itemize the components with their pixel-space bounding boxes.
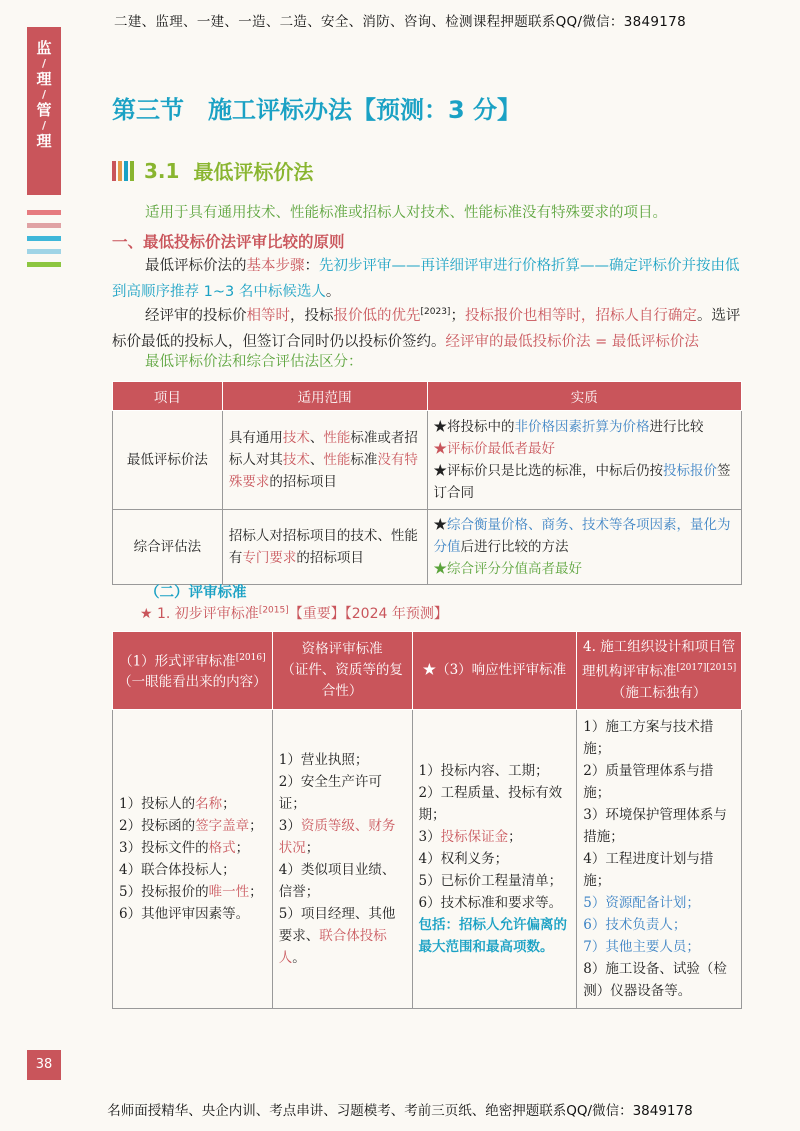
table-header-row	[113, 382, 742, 411]
side-tab-char: 管	[36, 101, 52, 119]
side-tab-char: 理	[36, 132, 52, 150]
bars-icon	[112, 161, 136, 181]
paragraph-steps: 最低评标价法的基本步骤：先初步评审——再详细评审进行价格折算——确定评标价并按由低到高顺序推荐 1~3 名中标候选人。	[112, 258, 740, 300]
page-header: 二建、监理、一建、一造、二造、安全、消防、咨询、检测课程押题联系QQ/微信：3849178	[114, 14, 686, 30]
criteria-table	[112, 631, 742, 1009]
paragraph-rule: 经评审的投标价相等时，投标报价低的优先[2023]；投标报价也相等时，招标人自行确定。选评标价最低的投标人，但签订合同时仍以投标价签约。经评审的最低投标价法 = 最低评标价法	[112, 307, 741, 350]
side-tab-char: 监	[36, 39, 52, 57]
table-cell: 具有通用技术、性能标准或者招标人对其技术、性能标准没有特殊要求的招标项目	[222, 411, 427, 510]
intro-text: 适用于具有通用技术、性能标准或招标人对技术、性能标准没有特殊要求的项目。	[145, 205, 667, 221]
table-cell: 招标人对招标项目的技术、性能有专门要求的招标项目	[222, 510, 427, 585]
table-cell: 1）投标内容、工期； 2）工程质量、投标有效期； 3）投标保证金； 4）权利义务； 5）已标价工程量清单； 6）技术标准和要求等。 包括：招标人允许偏离的最大范围和最高项数。	[412, 709, 577, 1008]
side-tab-char: 理	[36, 70, 52, 88]
table-cell: 1）营业执照； 2）安全生产许可证； 3）资质等级、财务状况； 4）类似项目业绩、信誉； 5）项目经理、其他要求、联合体投标人。	[272, 709, 412, 1008]
decorative-strips	[27, 210, 61, 275]
table-row	[113, 709, 742, 1008]
table-header-row	[113, 632, 742, 710]
table-cell: 1）施工方案与技术措施； 2）质量管理体系与措施； 3）环境保护管理体系与措施； 4）工程进度计划与措施； 5）资源配备计划； 6）技术负责人； 7）其他主要人员； 8）施工设备、试验（检测）仪器设备等。	[577, 709, 742, 1008]
table-cell: 最低评标价法	[113, 411, 223, 510]
table-header: 4. 施工组织设计和项目管理机构评审标准[2017][2015] （施工标独有）	[577, 632, 742, 710]
comparison-table	[112, 381, 742, 585]
section-title: 第三节 施工评标办法【预测：3 分】	[112, 96, 522, 124]
chapter-side-tab: 监 / 理 / 管 / 理	[27, 27, 61, 195]
table-cell: ★综合衡量价格、商务、技术等各项因素，量化为分值后进行比较的方法 ★综合评分分值高者最好	[427, 510, 742, 585]
section-heading-2: （二）评审标准	[145, 585, 247, 601]
table-cell: 1）投标人的名称； 2）投标函的签字盖章； 3）投标文件的格式； 4）联合体投标人； 5）投标报价的唯一性； 6）其他评审因素等。	[113, 709, 273, 1008]
table-cell: 综合评估法	[113, 510, 223, 585]
paragraph-compare: 最低评标价法和综合评估法区分：	[145, 354, 363, 370]
section-heading-1: 一、最低投标价法评审比较的原则	[112, 233, 345, 251]
subsection-heading	[112, 156, 313, 185]
table-header: （1）形式评审标准[2016] （一眼能看出来的内容）	[113, 632, 273, 710]
page-number: 38	[27, 1050, 61, 1080]
page-footer: 名师面授精华、央企内训、考点串讲、习题模考、考前三页纸、绝密押题联系QQ/微信：3849178	[107, 1103, 693, 1119]
table-header: 资格评审标准 （证件、资质等的复合性）	[272, 632, 412, 710]
criteria-title: ★ 1. 初步评审标准[2015]【重要】【2024 年预测】	[140, 605, 448, 622]
table-header: 适用范围	[222, 382, 427, 411]
subsection-label: 最低评标价法	[193, 160, 314, 184]
table-header: 项目	[113, 382, 223, 411]
table-row	[113, 510, 742, 585]
table-header: 实质	[427, 382, 742, 411]
table-cell: ★将投标中的非价格因素折算为价格进行比较 ★评标价最低者最好 ★评标价只是比选的标准，中标后仍按投标报价签订合同	[427, 411, 742, 510]
subsection-number: 3.1	[144, 158, 180, 183]
table-header: ★（3）响应性评审标准	[412, 632, 577, 710]
table-row	[113, 411, 742, 510]
